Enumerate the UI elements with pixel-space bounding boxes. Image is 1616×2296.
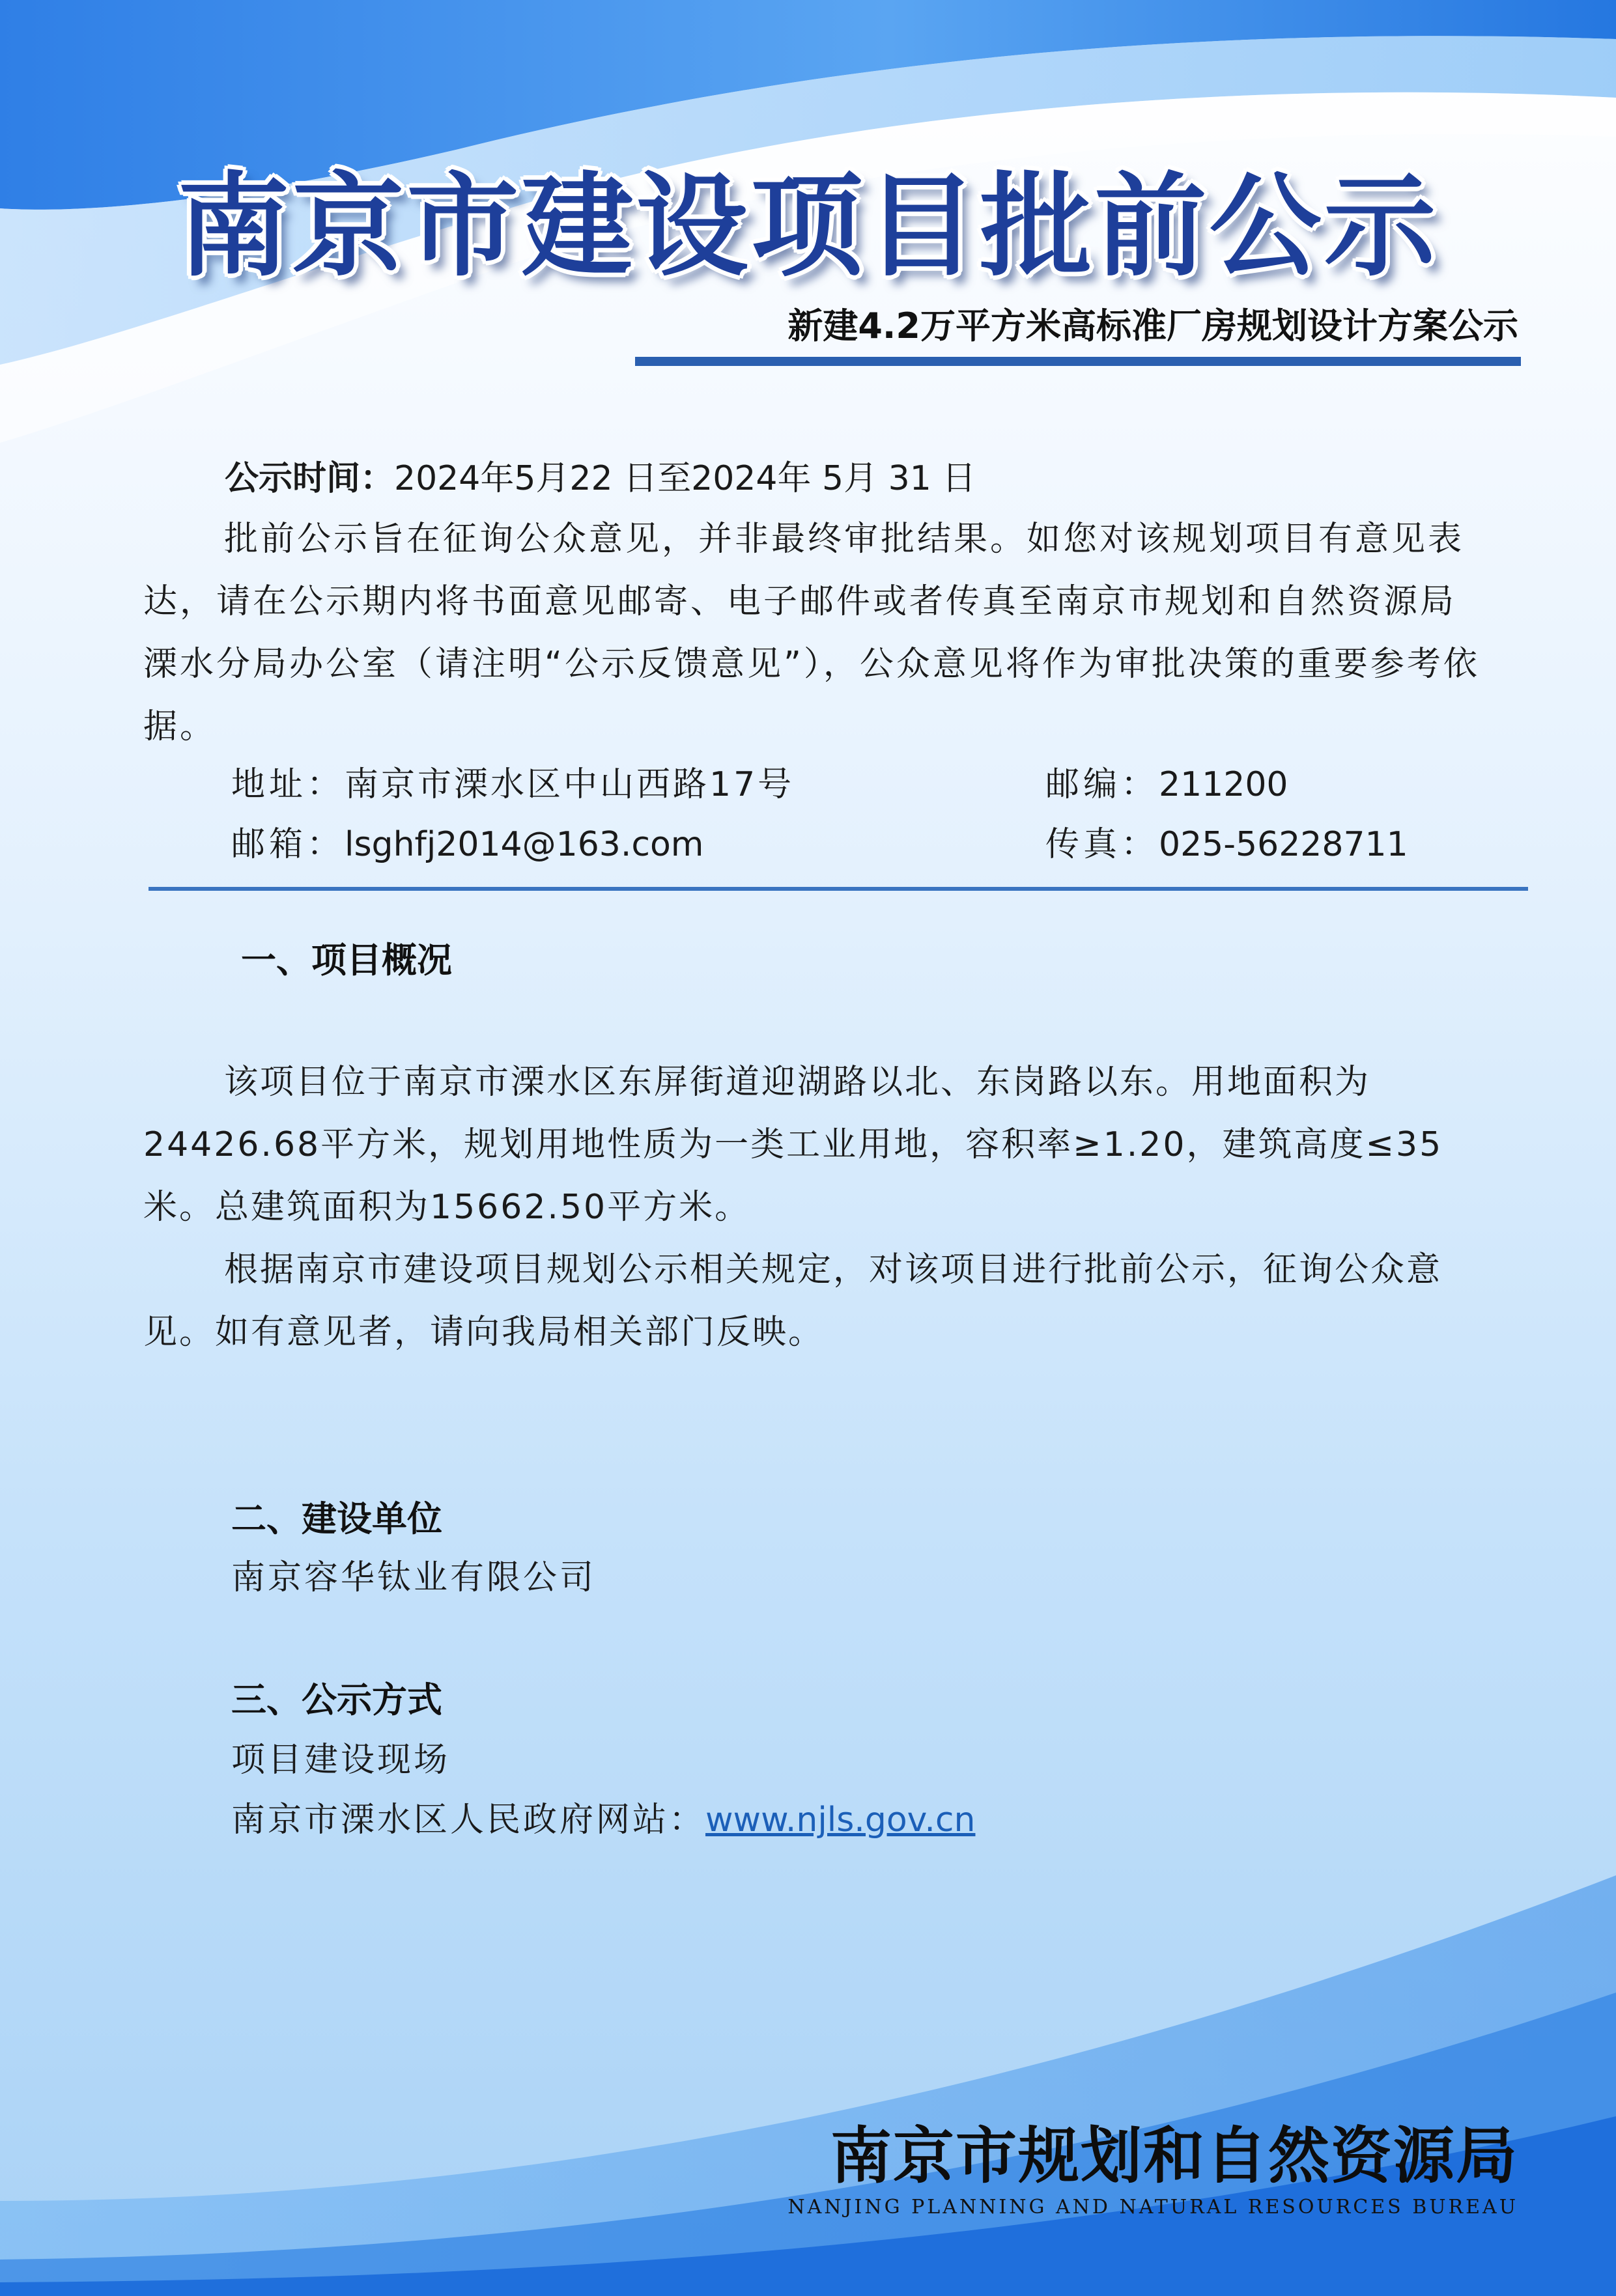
method-website <box>231 1792 975 1841</box>
notice-period-label: 公示时间： <box>225 459 395 498</box>
method-onsite: 项目建设现场 <box>231 1741 451 1780</box>
section2-heading: 二、建设单位 <box>231 1498 442 1539</box>
page-subtitle: 新建4.2万平方米高标准厂房规划设计方案公示 <box>787 305 1518 346</box>
section1-para2: 根据南京市建设项目规划公示相关规定，对该项目进行批前公示，征询公众意见。如有意见者，请向我局相关部门反映。 <box>143 1250 1443 1352</box>
section-divider <box>149 887 1528 891</box>
fax-row <box>1045 815 1408 882</box>
subtitle-underline <box>635 357 1521 366</box>
website-link[interactable]: www.njls.gov.cn <box>705 1800 976 1840</box>
notice-intro: 批前公示旨在征询公众意见，并非最终审批结果。如您对该规划项目有意见表达，请在公示期内将书面意见邮寄、电子邮件或者传真至南京市规划和自然资源局溧水分局办公室（请注明“公示反馈意见”），公众意见将作为审批决策的重要参考依据。 <box>143 520 1480 746</box>
address-value: 南京市溧水区中山西路17号 <box>345 765 795 804</box>
email-value[interactable]: lsghfj2014@163.com <box>345 825 704 864</box>
page-title: 南京市建设项目批前公示 <box>177 160 1439 292</box>
section3-heading: 三、公示方式 <box>231 1679 442 1720</box>
notice-period <box>225 449 976 508</box>
postcode-value: 211200 <box>1159 765 1288 804</box>
notice-period-value: 2024年5月22 日至2024年 5月 31 日 <box>394 459 976 498</box>
address-row <box>231 755 794 822</box>
address-label: 地址： <box>231 765 345 804</box>
postcode-row <box>1045 755 1288 822</box>
section1-heading: 一、项目概况 <box>241 940 452 981</box>
bureau-name-cn: 南京市规划和自然资源局 <box>830 2120 1518 2192</box>
fax-value: 025-56228711 <box>1159 825 1408 864</box>
email-row <box>231 815 703 882</box>
bureau-name-en: NANJING PLANNING AND NATURAL RESOURCES BUREAU <box>787 2196 1518 2219</box>
company-name: 南京容华钛业有限公司 <box>231 1558 597 1597</box>
email-label: 邮箱： <box>231 825 345 864</box>
section1-para1: 该项目位于南京市溧水区东屏街道迎湖路以北、东岗路以东。用地面积为24426.68平方米，规划用地性质为一类工业用地，容积率≥1.20，建筑高度≤35米。总建筑面积为15662.50平方米。 <box>143 1063 1443 1227</box>
fax-label: 传真： <box>1045 825 1159 864</box>
website-label: 南京市溧水区人民政府网站： <box>231 1800 706 1840</box>
postcode-label: 邮编： <box>1045 765 1159 804</box>
